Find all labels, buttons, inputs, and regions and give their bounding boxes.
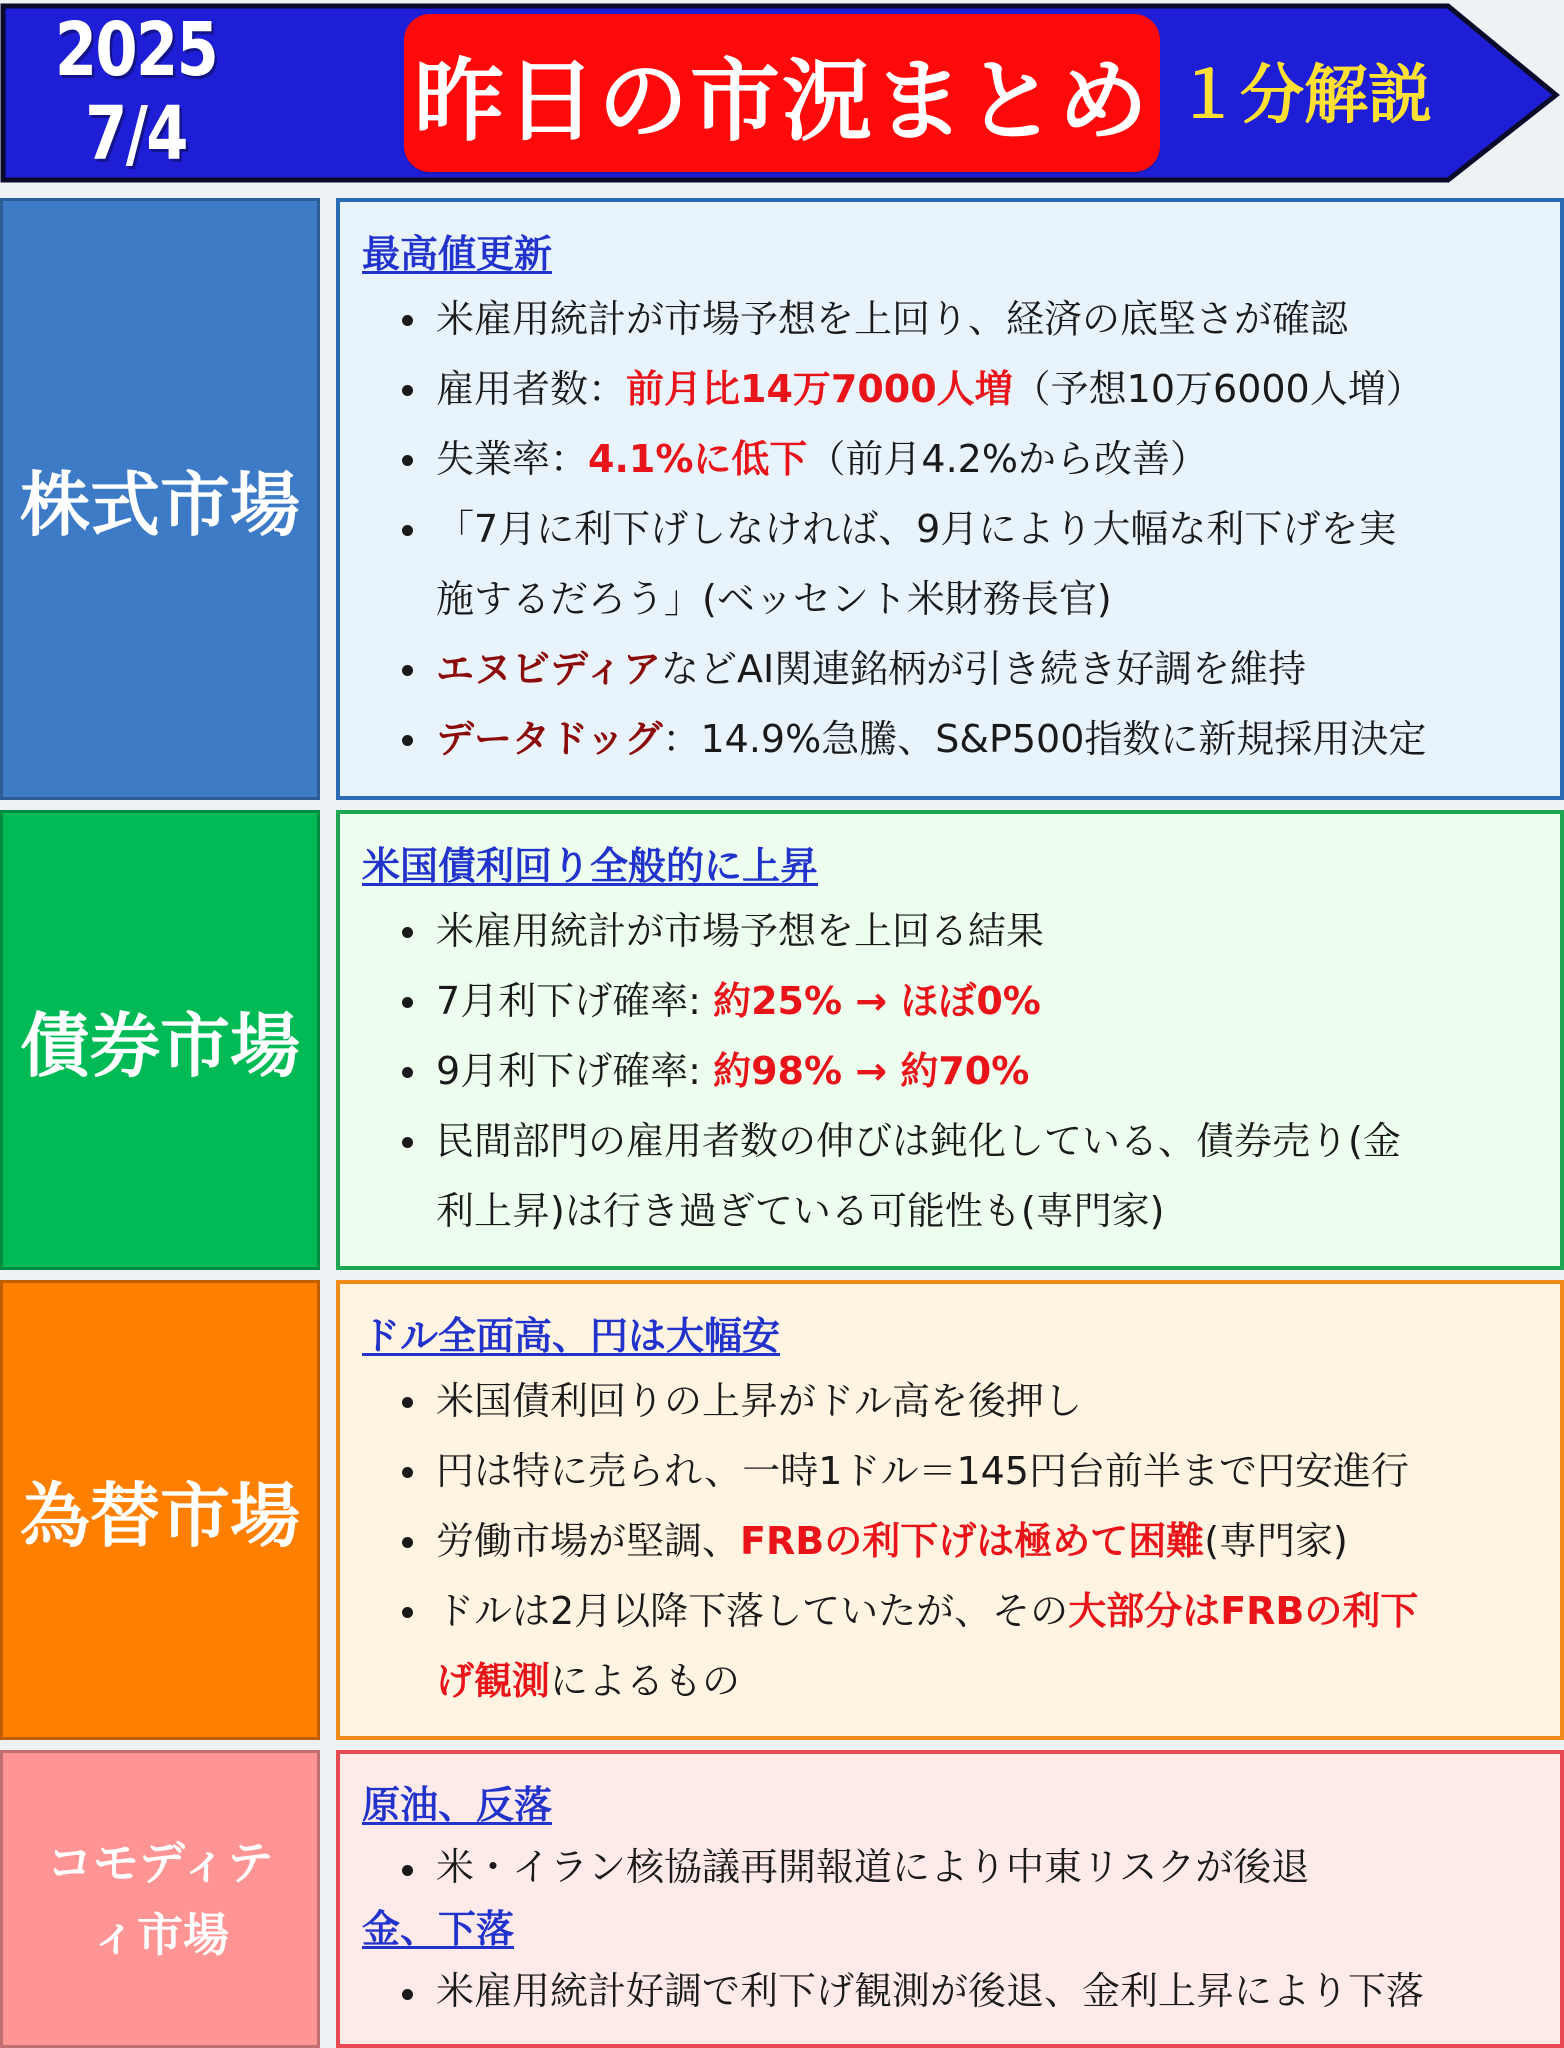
list-item (362, 284, 1540, 354)
item-text: 7月利下げ確率: (436, 979, 714, 1023)
section-content-stocks (336, 198, 1564, 800)
list-item (362, 896, 1540, 966)
item-text: 9月利下げ確率: (436, 1049, 714, 1093)
section-heading: 米国債利回り全般的に上昇 (362, 844, 819, 888)
section-content-fx (336, 1280, 1564, 1740)
list-item (362, 354, 1540, 424)
list-item (362, 1106, 1540, 1246)
item-text: などAI関連銘柄が引き続き好調を維持 (660, 647, 1307, 691)
list-item (362, 1958, 1540, 2024)
item-highlight: 前月比14万7000人増 (626, 367, 1013, 411)
item-text: 米雇用統計好調で利下げ観測が後退、金利上昇により下落 (436, 1969, 1425, 2013)
section-fx-market (0, 1280, 1564, 1740)
item-highlight: FRBの利下げは極めて困難 (740, 1519, 1205, 1563)
section-label-text: 為替市場 (20, 1474, 300, 1557)
item-text: 円は特に売られ、一時1ドル＝145円台前半まで円安進行 (436, 1449, 1409, 1493)
item-highlight: 4.1%に低下 (588, 437, 808, 481)
section-label-text: 債券市場 (20, 1004, 300, 1087)
item-highlight: 約98% → 約70% (713, 1049, 1030, 1093)
list-item (362, 1576, 1540, 1716)
page-subtitle: １分解説 (1176, 59, 1432, 133)
section-content-bonds (336, 810, 1564, 1270)
item-highlight: 約25% → ほぼ0% (713, 979, 1041, 1023)
section-label-line2: ィ市場 (90, 1908, 229, 1962)
bullet-list (362, 1366, 1540, 1716)
item-text: 施するだろう」(ベッセント米財務長官) (436, 577, 1112, 621)
item-text: 「7月に利下げしなければ、9月により大幅な利下げを実 (436, 507, 1397, 551)
page-title: 昨日の市況まとめ (414, 49, 1150, 154)
section-commodity-market (0, 1750, 1564, 2048)
item-text: 雇用者数： (436, 367, 627, 411)
item-text: 利上昇)は行き過ぎている可能性も(専門家) (436, 1189, 1165, 1233)
item-highlight: 大部分はFRBの利下 (1068, 1589, 1419, 1633)
item-text: ：14.9%急騰、S&P500指数に新規採用決定 (662, 717, 1427, 761)
item-text: 米雇用統計が市場予想を上回り、経済の底堅さが確認 (436, 297, 1349, 341)
item-highlight: エヌビディア (436, 647, 661, 691)
section-heading: 最高値更新 (362, 232, 553, 276)
section-label-text: 株式市場 (20, 463, 300, 546)
section-label-stocks (0, 198, 320, 800)
list-item (362, 634, 1540, 704)
section-stock-market (0, 198, 1564, 800)
item-text: によるもの (550, 1659, 741, 1703)
item-text: ドルは2月以降下落していたが、その (436, 1589, 1069, 1633)
bullet-list (362, 1834, 1540, 1900)
section-label-fx (0, 1280, 320, 1740)
section-heading: ドル全面高、円は大幅安 (362, 1314, 781, 1358)
item-text: 民間部門の雇用者数の伸びは鈍化している、債券売り(金 (436, 1119, 1401, 1163)
date-stamp (41, 8, 231, 178)
bullet-list (362, 284, 1540, 774)
item-text: 米雇用統計が市場予想を上回る結果 (436, 909, 1045, 953)
section-bond-market (0, 810, 1564, 1270)
date-day: 7/4 (85, 91, 187, 177)
bullet-list (362, 896, 1540, 1246)
list-item (362, 1834, 1540, 1900)
section-heading-oil: 原油、反落 (362, 1783, 553, 1827)
section-label-line1: コモディテ (46, 1836, 274, 1890)
list-item (362, 704, 1540, 774)
section-content-commodities (336, 1750, 1564, 2048)
list-item (362, 1436, 1540, 1506)
item-text: 米国債利回りの上昇がドル高を後押し (436, 1379, 1083, 1423)
item-text: （予想10万6000人増） (1012, 367, 1424, 411)
list-item (362, 424, 1540, 494)
item-text: (専門家) (1204, 1519, 1348, 1563)
item-highlight: げ観測 (436, 1659, 551, 1703)
list-item (362, 1506, 1540, 1576)
list-item (362, 1036, 1540, 1106)
item-text: 失業率： (436, 437, 589, 481)
item-highlight: データドッグ (436, 717, 663, 761)
title-pill (404, 14, 1160, 172)
section-label-bonds (0, 810, 320, 1270)
section-label-commodities (0, 1750, 320, 2048)
item-text: （前月4.2%から改善） (807, 437, 1208, 481)
item-text: 米・イラン核協議再開報道により中東リスクが後退 (436, 1845, 1310, 1889)
section-heading-gold: 金、下落 (362, 1907, 515, 1951)
item-text: 労働市場が堅調、 (436, 1519, 741, 1563)
list-item (362, 1366, 1540, 1436)
list-item (362, 494, 1540, 634)
date-year: 2025 (54, 7, 218, 93)
header-banner (0, 0, 1564, 184)
bullet-list (362, 1958, 1540, 2024)
list-item (362, 966, 1540, 1036)
